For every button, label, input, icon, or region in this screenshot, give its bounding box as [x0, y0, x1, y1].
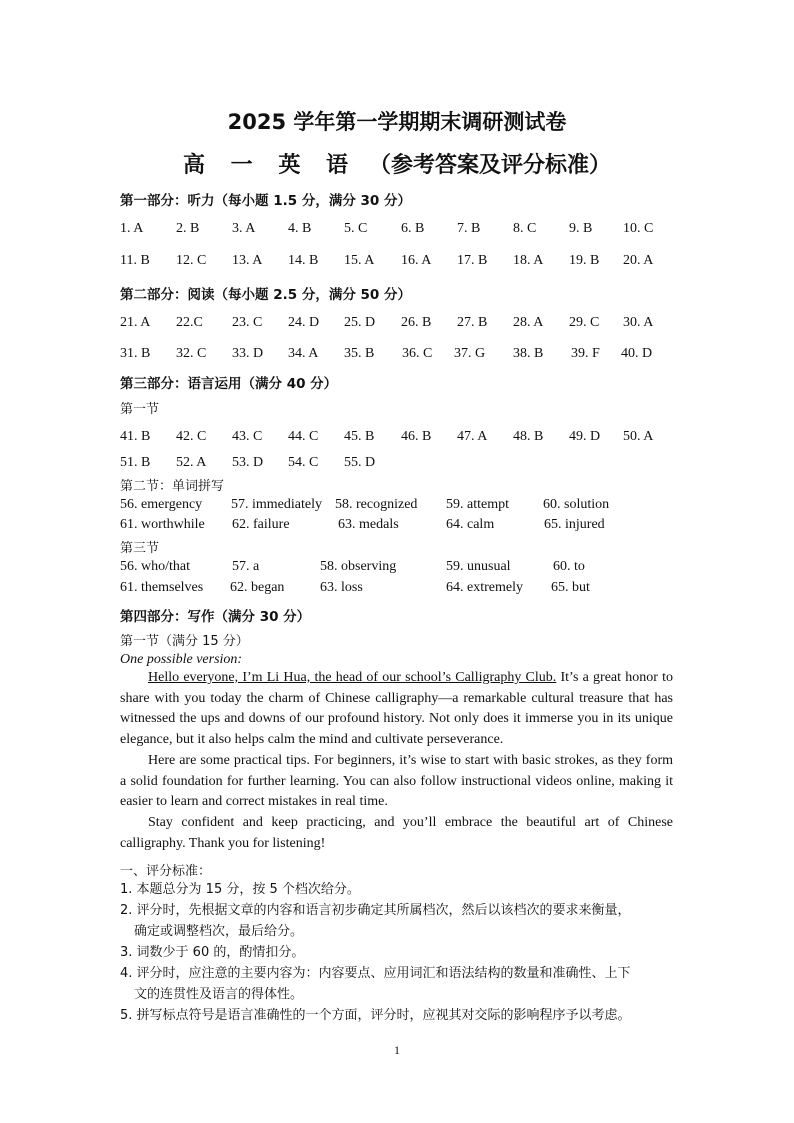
answer-item: 62. failure	[232, 517, 290, 532]
subject-name: 高 一 英 语	[183, 153, 357, 178]
part4-heading: 第四部分：写作（满分 30 分）	[120, 609, 311, 625]
answer-item: 42. C	[176, 429, 207, 444]
answer-item: 4. B	[288, 221, 312, 236]
answer-item: 46. B	[401, 429, 432, 444]
answer-item: 18. A	[513, 253, 544, 268]
answer-item: 55. D	[344, 455, 376, 470]
part3-section2-label: 第二节：单词拼写	[120, 479, 225, 494]
answer-item: 37. G	[454, 346, 486, 361]
answer-item: 54. C	[288, 455, 319, 470]
part2-heading: 第二部分：阅读（每小题 2.5 分，满分 50 分）	[120, 287, 412, 303]
answer-item: 64. extremely	[446, 580, 523, 595]
answer-item: 52. A	[176, 455, 207, 470]
exam-title: 2025 学年第一学期期末调研测试卷	[227, 110, 567, 134]
sample-essay	[120, 668, 673, 854]
answer-item: 26. B	[401, 315, 432, 330]
answer-item: 63. loss	[320, 580, 363, 595]
answer-item: 65. but	[551, 580, 590, 595]
answer-item: 9. B	[569, 221, 593, 236]
part3-section1-label: 第一节	[120, 402, 160, 417]
answer-item: 50. A	[623, 429, 654, 444]
part3-heading: 第三部分：语言运用（满分 40 分）	[120, 376, 338, 392]
answer-item: 47. A	[457, 429, 488, 444]
answer-item: 48. B	[513, 429, 544, 444]
answer-item: 20. A	[623, 253, 654, 268]
answer-item: 36. C	[402, 346, 433, 361]
answer-item: 40. D	[621, 346, 653, 361]
answer-item: 33. D	[232, 346, 264, 361]
answer-item: 57. a	[232, 559, 260, 574]
criteria-item: 1. 本题总分为 15 分，按 5 个档次给分。	[120, 882, 360, 897]
answer-item: 65. injured	[544, 517, 605, 532]
answer-item: 62. began	[230, 580, 285, 595]
part1-heading: 第一部分：听力（每小题 1.5 分，满分 30 分）	[120, 193, 412, 209]
answer-item: 61. themselves	[120, 580, 204, 595]
answer-item: 11. B	[120, 253, 150, 268]
answer-item: 1. A	[120, 221, 144, 236]
essay-paragraph: Stay confident and keep practicing, and you’ll embrace the beautiful art of Chinese calligraphy. Thank you for listening!	[120, 814, 673, 851]
answer-item: 60. to	[553, 559, 585, 574]
answer-item: 2. B	[176, 221, 200, 236]
criteria-heading: 一、评分标准：	[120, 864, 212, 879]
criteria-item-continuation: 文的连贯性及语言的得体性。	[134, 987, 304, 1002]
answer-item: 41. B	[120, 429, 151, 444]
criteria-item: 3. 词数少于 60 的，酌情扣分。	[120, 945, 305, 960]
answer-key-label: （参考答案及评分标准）	[368, 153, 611, 178]
answer-item: 57. immediately	[231, 497, 322, 512]
answer-item: 61. worthwhile	[120, 517, 205, 532]
answer-item: 59. unusual	[446, 559, 511, 574]
criteria-item: 2. 评分时，先根据文章的内容和语言初步确定其所属档次，然后以该档次的要求来衡量，	[120, 903, 631, 918]
answer-item: 31. B	[120, 346, 151, 361]
answer-item: 17. B	[457, 253, 488, 268]
answer-item: 51. B	[120, 455, 151, 470]
answer-item: 34. A	[288, 346, 319, 361]
answer-item: 58. observing	[320, 559, 397, 574]
answer-item: 6. B	[401, 221, 425, 236]
essay-paragraph	[120, 668, 673, 751]
answer-item: 43. C	[232, 429, 263, 444]
criteria-item: 4. 评分时，应注意的主要内容为：内容要点、应用词汇和语法结构的数量和准确性、上下	[120, 966, 631, 981]
answer-item: 16. A	[401, 253, 432, 268]
answer-item: 27. B	[457, 315, 488, 330]
part4-section1-label: 第一节（满分 15 分）	[120, 634, 249, 649]
answer-item: 24. D	[288, 315, 320, 330]
essay-paragraph: Here are some practical tips. For beginners, it’s wise to start with basic strokes, as they form a solid foundation for further learning. You can also follow instructional videos online, making it easier to learn and correct mistakes in real time.	[120, 752, 673, 810]
answer-item: 35. B	[344, 346, 375, 361]
essay-text: It’s a great honor to share with you today the charm of Chinese calligraphy—a remarkable cultural treasure that has witnessed the ups and downs of our profound history. Not only does it immerse you in its unique elegance, but it also helps calm the mind and cultivate perseverance.	[120, 670, 673, 748]
answer-item: 39. F	[571, 346, 600, 361]
page-number: 1	[394, 1043, 400, 1057]
version-label: One possible version:	[120, 652, 243, 667]
answer-item: 63. medals	[338, 517, 399, 532]
part3-section3-label: 第三节	[120, 541, 160, 556]
answer-item: 45. B	[344, 429, 375, 444]
answer-item: 23. C	[232, 315, 263, 330]
answer-item: 30. A	[623, 315, 654, 330]
answer-item: 5. C	[344, 221, 368, 236]
criteria-list	[120, 879, 680, 1026]
answer-item: 8. C	[513, 221, 537, 236]
answer-item: 19. B	[569, 253, 600, 268]
answer-item: 29. C	[569, 315, 600, 330]
answer-item: 12. C	[176, 253, 207, 268]
answer-item: 22.C	[176, 315, 203, 330]
answer-item: 25. D	[344, 315, 376, 330]
essay-underlined-intro: Hello everyone, I’m Li Hua, the head of our school’s Calligraphy Club.	[148, 670, 557, 685]
answer-item: 28. A	[513, 315, 544, 330]
criteria-item-continuation: 确定或调整档次，最后给分。	[134, 924, 304, 939]
answer-item: 58. recognized	[335, 497, 418, 512]
criteria-item: 5. 拼写标点符号是语言准确性的一个方面，评分时，应视其对交际的影响程序予以考虑。	[120, 1008, 631, 1023]
answer-item: 44. C	[288, 429, 319, 444]
answer-item: 56. who/that	[120, 559, 190, 574]
answer-item: 3. A	[232, 221, 256, 236]
answer-item: 7. B	[457, 221, 481, 236]
answer-item: 64. calm	[446, 517, 495, 532]
answer-item: 13. A	[232, 253, 263, 268]
answer-item: 49. D	[569, 429, 601, 444]
answer-item: 53. D	[232, 455, 264, 470]
answer-item: 10. C	[623, 221, 654, 236]
answer-item: 14. B	[288, 253, 319, 268]
answer-item: 59. attempt	[446, 497, 509, 512]
answer-item: 32. C	[176, 346, 207, 361]
answer-item: 15. A	[344, 253, 375, 268]
answer-item: 56. emergency	[120, 497, 203, 512]
answer-item: 60. solution	[543, 497, 610, 512]
exam-subtitle	[0, 148, 794, 179]
answer-item: 38. B	[513, 346, 544, 361]
answer-item: 21. A	[120, 315, 151, 330]
